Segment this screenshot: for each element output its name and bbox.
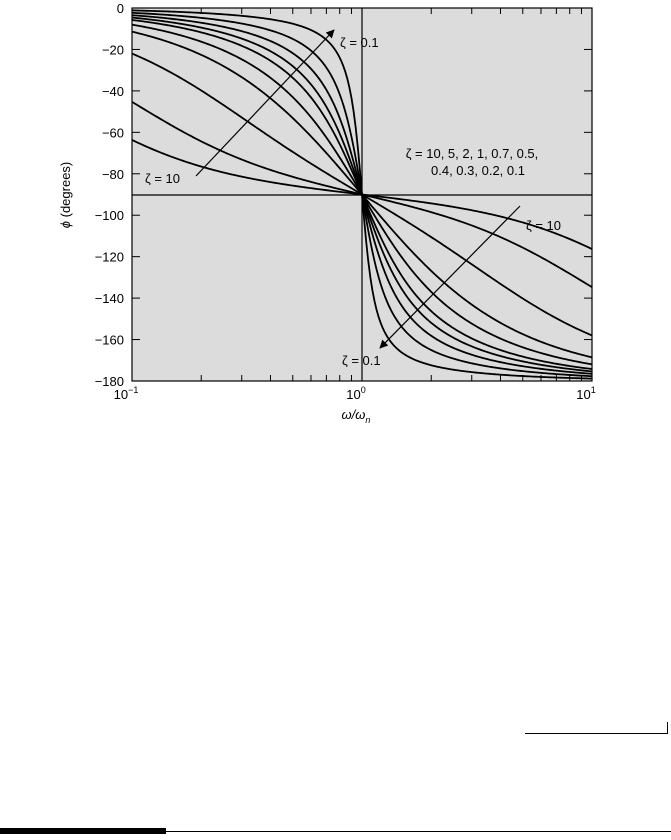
y-tick-label: −160 [94, 332, 124, 348]
y-tick-label: −40 [101, 83, 124, 99]
page-rule-bottom-bar [0, 828, 166, 834]
x-tick-label: $10^0$ [346, 385, 366, 402]
y-axis-label: ϕ (degrees) [58, 161, 73, 229]
y-tick-label: −20 [101, 42, 124, 58]
x-tick-label: $10^1$ [576, 385, 596, 402]
y-tick-label: −180 [94, 374, 124, 389]
zeta-legend-line-2: 0.4, 0.3, 0.2, 0.1 [431, 163, 525, 178]
zeta-legend-line-1: ζ = 10, 5, 2, 1, 0.7, 0.5, [405, 146, 539, 161]
y-tick-label: −140 [94, 291, 124, 307]
annotation-bottom-zeta: ζ = 0.1 [342, 353, 381, 368]
x-tick-labels [114, 385, 596, 402]
x-axis-label: $\omega/\omega_n$ [341, 407, 371, 425]
annotation-right-zeta: ζ = 10 [526, 218, 562, 233]
y-tick-labels [95, 1, 124, 389]
annotation-left-zeta: ζ = 10 [145, 171, 181, 186]
y-tick-label: 0 [116, 1, 124, 16]
annotation-top-zeta: ζ = 0.1 [340, 35, 379, 50]
y-tick-label: −60 [101, 125, 124, 141]
y-tick-label: −80 [101, 166, 124, 182]
page-rule-short [525, 733, 667, 734]
y-tick-label: −120 [94, 249, 124, 265]
y-tick-label: −100 [94, 208, 124, 224]
x-tick-label: $10^{-1}$ [113, 385, 139, 402]
